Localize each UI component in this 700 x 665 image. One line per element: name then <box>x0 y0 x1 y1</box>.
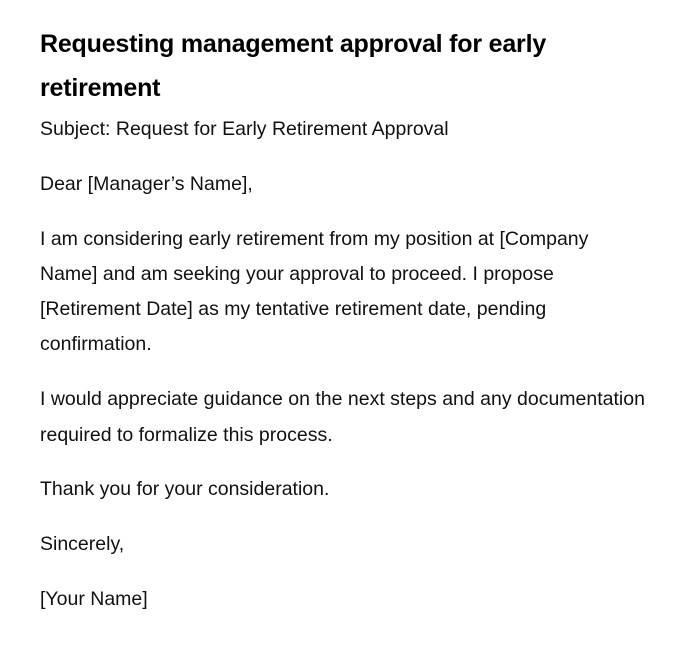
body-paragraph-3: Thank you for your consideration. <box>40 478 330 501</box>
signature-placeholder: [Your Name] <box>40 587 148 610</box>
body-paragraph-2: I would appreciate guidance on the next steps and any documentation required to formalize this process. <box>40 388 645 446</box>
page-title: Requesting management approval for early retirement <box>40 30 547 102</box>
salutation: Dear [Manager’s Name], <box>40 172 253 195</box>
closing: Sincerely, <box>40 533 125 556</box>
body-paragraph-1: I am considering early retirement from my position at [Company Name] and am seeking your approval to proceed. I propose [Retirement Date] as my tentative retirement date, pending confirmation. <box>40 227 589 356</box>
subject-line: Subject: Request for Early Retirement Approval <box>40 118 449 140</box>
